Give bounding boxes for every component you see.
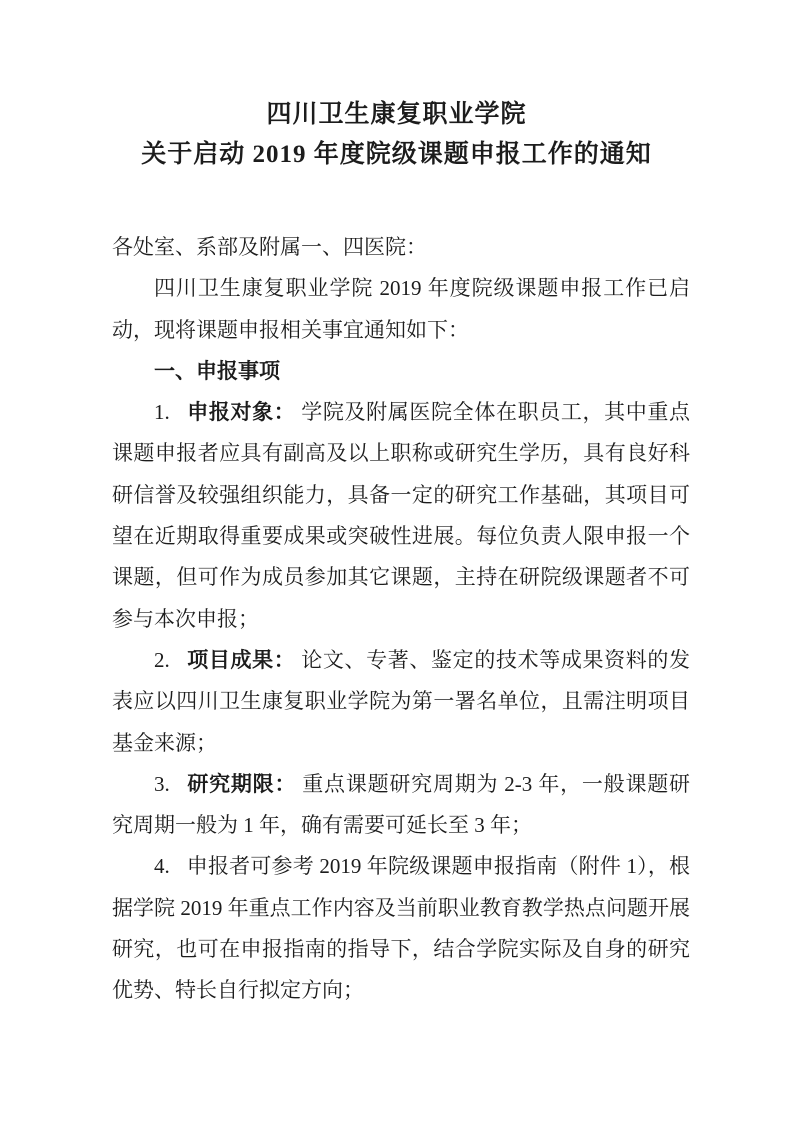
item-1-label: 申报对象： bbox=[187, 400, 296, 425]
item-2-number: 2. bbox=[154, 647, 170, 672]
document-body bbox=[112, 227, 690, 1012]
item-2-label: 项目成果： bbox=[187, 647, 296, 672]
item-2-text: 论文、专著、鉴定的技术等成果资料的发表应以四川卫生康复职业学院为第一署名单位，且需注明项目基金来源； bbox=[112, 647, 691, 755]
intro-paragraph: 四川卫生康复职业学院 2019 年度院级课题申报工作已启动，现将课题申报相关事宜通知如下： bbox=[112, 276, 690, 342]
item-3-text: 重点课题研究周期为 2-3 年，一般课题研究周期一般为 1 年，确有需要可延长至 3 年； bbox=[112, 771, 691, 838]
title-line-1: 四川卫生康复职业学院 bbox=[266, 101, 527, 128]
item-3 bbox=[112, 764, 690, 847]
item-4 bbox=[112, 846, 690, 1011]
item-2 bbox=[112, 640, 690, 764]
document-title bbox=[0, 0, 793, 175]
item-1-text: 学院及附属医院全体在职员工，其中重点课题申报者应具有副高及以上职称或研究生学历，具有良好科研信誉及较强组织能力，具备一定的研究工作基础，其项目可望在近期取得重要成果或突破性进展。每位负责人限申报一个课题，但可作为成员参加其它课题，主持在研院级课题者不可参与本次申报； bbox=[112, 400, 691, 631]
title-line-2: 关于启动 2019 年度院级课题申报工作的通知 bbox=[141, 141, 652, 168]
item-4-text: 申报者可参考 2019 年院级课题申报指南（附件 1），根据学院 2019 年重点工作内容及当前职业教育教学热点问题开展研究，也可在申报指南的指导下，结合学院实际及自身的研究优势、特长自行拟定方向； bbox=[112, 854, 691, 1003]
section-heading: 一、申报事项 bbox=[154, 358, 280, 383]
item-1 bbox=[112, 392, 690, 640]
salutation: 各处室、系部及附属一、四医院： bbox=[112, 235, 427, 259]
item-1-number: 1. bbox=[154, 400, 170, 425]
item-3-number: 3. bbox=[154, 771, 170, 796]
item-4-number: 4. bbox=[154, 854, 170, 879]
item-3-label: 研究期限： bbox=[187, 771, 297, 796]
